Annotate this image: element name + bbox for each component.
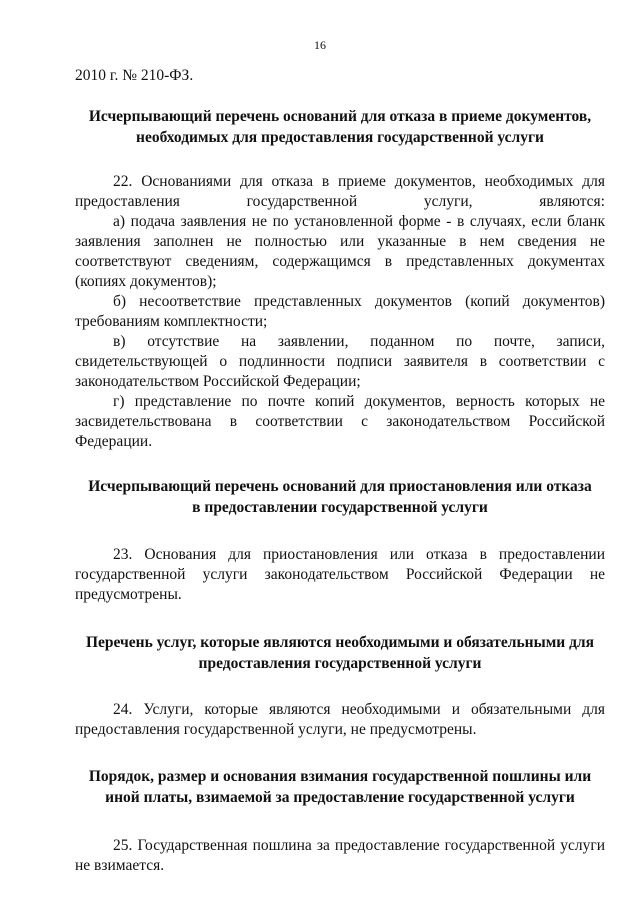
paragraph-22-item-a: а) подача заявления не по установленной форме - в случаях, если бланк заявления заполнен не полностью или указанные в нем сведения не соответствуют сведениям, содержащимся в представленных документах (копиях документов); bbox=[75, 213, 605, 290]
section-heading-suspension-grounds: Исчерпывающий перечень оснований для приостановления или отказа в предоставлении государственной услуги bbox=[88, 478, 592, 516]
paragraph-24: 24. Услуги, которые являются необходимыми и обязательными для предоставления государственной услуги, не предусмотрены. bbox=[75, 701, 605, 738]
section-heading-required-services: Перечень услуг, которые являются необходимыми и обязательными для предоставления государственной услуги bbox=[85, 634, 594, 672]
paragraph-22-item-v: в) отсутствие на заявлении, поданном по почте, записи, свидетельствующей о подлинности подписи заявителя в соответствии с законодательством Российской Федерации; bbox=[75, 333, 605, 390]
paragraph-22: 22. Основаниями для отказа в приеме документов, необходимых для предоставления государственной услуги, являются: bbox=[75, 173, 605, 210]
paragraph-22-item-b: б) несоответствие представленных документов (копий документов) требованиям комплектности; bbox=[75, 293, 605, 330]
section-heading-refusal-grounds: Исчерпывающий перечень оснований для отказа в приеме документов, необходимых для предоставления государственной услуги bbox=[88, 108, 592, 146]
paragraph-25: 25. Государственная пошлина за предоставление государственной услуги не взимается. bbox=[75, 837, 605, 874]
paragraph-22-item-g: г) представление по почте копий документов, верность которых не засвидетельствована в соответствии с законодательством Российской Федерации. bbox=[75, 393, 605, 450]
page-number: 16 bbox=[314, 38, 326, 52]
lead-line: 2010 г. № 210-ФЗ. bbox=[75, 67, 194, 84]
paragraph-23: 23. Основания для приостановления или отказа в предоставлении государственной услуги законодательством Российской Федерации не предусмотрены. bbox=[75, 546, 605, 603]
section-heading-state-fee: Порядок, размер и основания взимания государственной пошлины или иной платы, взимаемой за предоставление государственной услуги bbox=[88, 768, 592, 806]
document-body bbox=[75, 66, 605, 876]
